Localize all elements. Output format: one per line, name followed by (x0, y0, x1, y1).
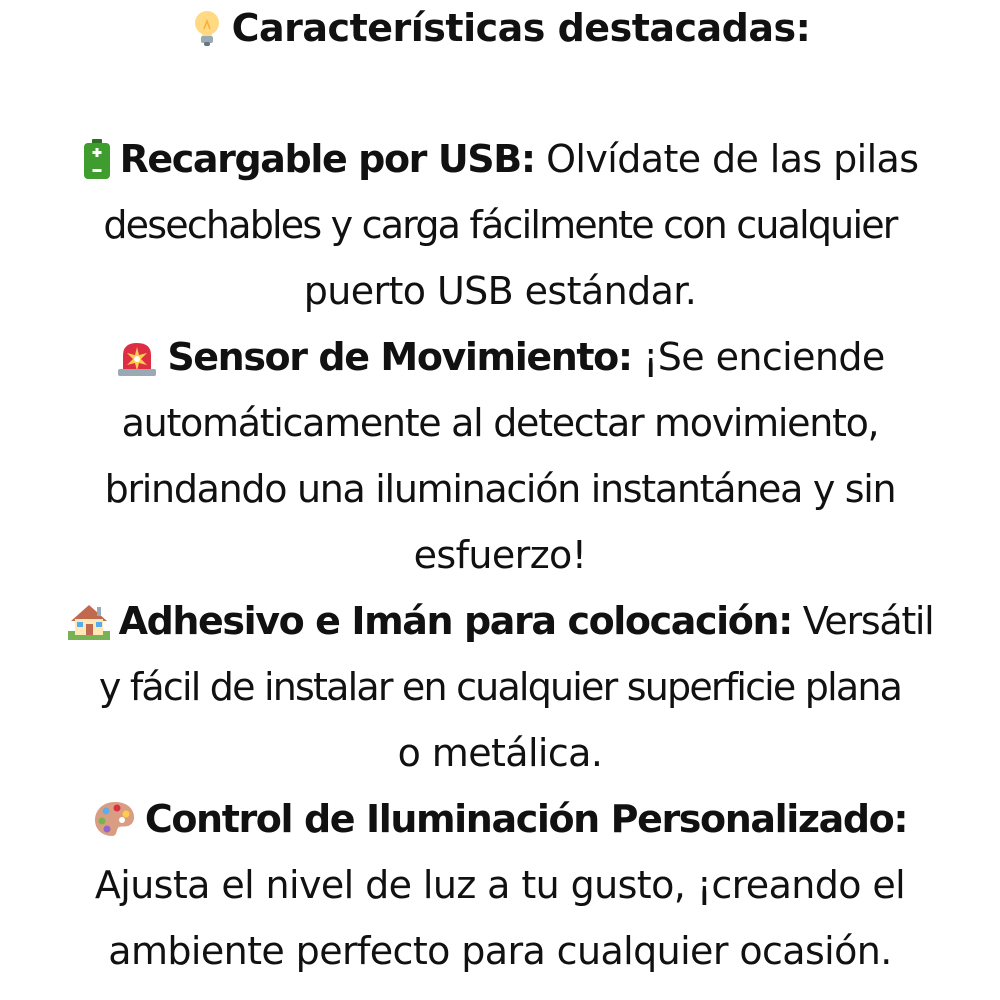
battery-icon (82, 138, 112, 180)
feature-label: Control de Iluminación Personalizado: (144, 797, 908, 841)
feature-line (0, 786, 1000, 852)
feature-label: Sensor de Movimiento: (167, 335, 632, 379)
heading (0, 0, 1000, 56)
feature-motion-sensor (0, 324, 1000, 588)
feature-adhesive-magnet (0, 588, 1000, 786)
lightbulb-icon (190, 9, 224, 47)
feature-text: ¡Se enciende (643, 335, 885, 379)
feature-usb (0, 126, 1000, 324)
feature-label: Adhesivo e Imán para colocación: (118, 599, 792, 643)
palette-icon (93, 799, 137, 839)
feature-line: automáticamente al detectar movimiento, (121, 401, 879, 445)
feature-line (0, 126, 1000, 192)
heading-text: Características destacadas: (231, 6, 811, 50)
feature-lighting-control (0, 786, 1000, 984)
feature-line: puerto USB estándar. (303, 269, 697, 313)
house-icon (67, 601, 111, 641)
feature-label: Recargable por USB: (119, 137, 535, 181)
feature-line: ambiente perfecto para cualquier ocasión. (108, 929, 892, 973)
feature-text: Olvídate de las pilas (546, 137, 919, 181)
feature-text: Versátil (802, 599, 934, 643)
police-light-icon (115, 337, 159, 377)
feature-line: brindando una iluminación instantánea y sin (104, 467, 896, 511)
feature-line: o metálica. (397, 731, 603, 775)
feature-line: esfuerzo! (413, 533, 587, 577)
feature-line (0, 324, 1000, 390)
feature-line: Ajusta el nivel de luz a tu gusto, ¡creando el (94, 863, 906, 907)
feature-line (0, 588, 1000, 654)
feature-line: y fácil de instalar en cualquier superficie plana (98, 665, 902, 709)
feature-line: desechables y carga fácilmente con cualquier (103, 203, 897, 247)
